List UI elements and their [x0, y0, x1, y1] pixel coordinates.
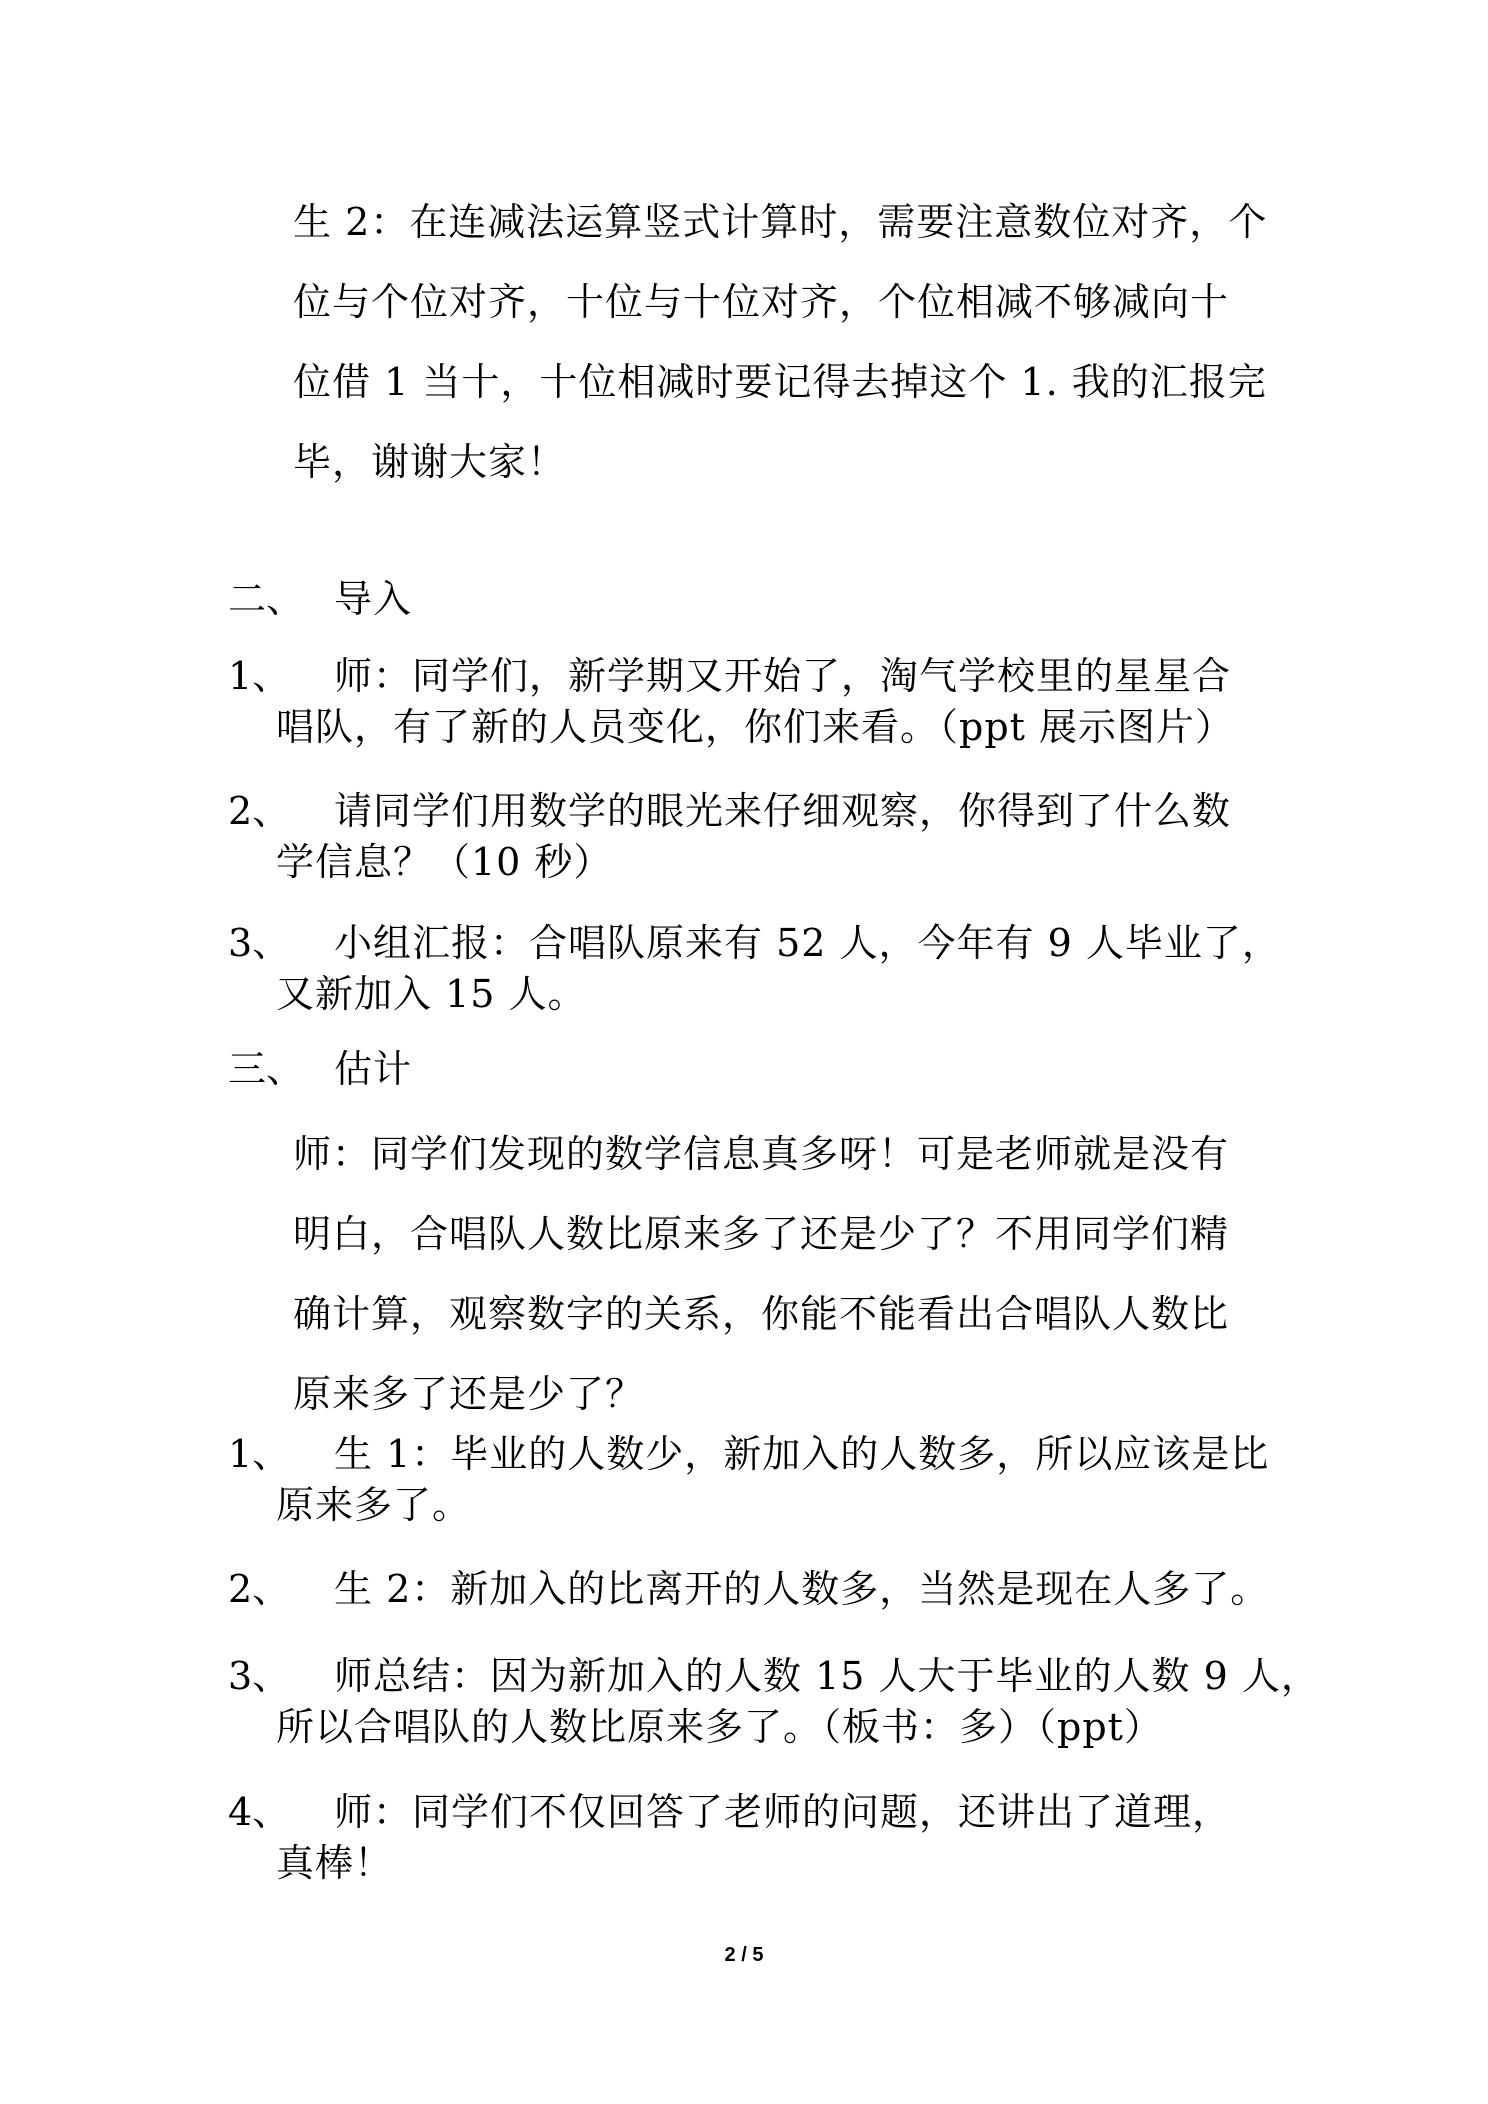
section-2-number: 二、 [228, 577, 305, 621]
section-3-intro-line-3: 确计算，观察数字的关系，你能不能看出合唱队人数比 [293, 1292, 1230, 1336]
report-line-1: 生 2：在连减法运算竖式计算时，需要注意数位对齐，个 [293, 200, 1268, 244]
section-3-item-3-line-1: 师总结：因为新加入的人数 15 人大于毕业的人数 9 人， [334, 1654, 1320, 1698]
section-3-item-4-line-1: 师：同学们不仅回答了老师的问题，还讲出了道理， [334, 1790, 1232, 1834]
section-2-item-3-number: 3、 [228, 921, 291, 965]
section-2-item-1-line-2: 唱队，有了新的人员变化，你们来看。（ppt 展示图片） [276, 705, 1235, 749]
page-indicator: 2 / 5 [724, 1944, 764, 1966]
section-2-item-1-line-1: 师：同学们，新学期又开始了，淘气学校里的星星合 [334, 654, 1232, 698]
section-2-item-1-number: 1、 [228, 654, 291, 698]
section-2-item-3-line-2: 又新加入 15 人。 [276, 972, 587, 1016]
section-2-item-2-number: 2、 [228, 789, 291, 833]
section-3-title: 估计 [334, 1047, 413, 1091]
section-2-item-2-line-1: 请同学们用数学的眼光来仔细观察，你得到了什么数 [334, 789, 1232, 833]
section-3-intro-line-2: 明白，合唱队人数比原来多了还是少了？不用同学们精 [293, 1212, 1230, 1256]
section-3-item-1-line-1: 生 1：毕业的人数少，新加入的人数多，所以应该是比 [334, 1432, 1270, 1476]
section-3-item-1-number: 1、 [228, 1432, 291, 1476]
report-line-4: 毕，谢谢大家！ [293, 440, 567, 484]
section-3-intro-line-4: 原来多了还是少了？ [293, 1372, 645, 1416]
section-3-item-2-line-1: 生 2：新加入的比离开的人数多，当然是现在人多了。 [334, 1567, 1270, 1611]
section-3-item-2-number: 2、 [228, 1567, 291, 1611]
section-3-item-1-line-2: 原来多了。 [276, 1483, 472, 1527]
section-2-title: 导入 [334, 577, 413, 621]
report-line-3: 位借 1 当十，十位相减时要记得去掉这个 1. 我的汇报完 [293, 360, 1267, 404]
section-3-intro-line-1: 师：同学们发现的数学信息真多呀！可是老师就是没有 [293, 1132, 1230, 1176]
section-3-item-4-number: 4、 [228, 1790, 291, 1834]
section-3-item-3-line-2: 所以合唱队的人数比原来多了。（板书：多）（ppt） [276, 1705, 1163, 1749]
section-3-item-3-number: 3、 [228, 1654, 291, 1698]
section-2-item-3-line-1: 小组汇报：合唱队原来有 52 人，今年有 9 人毕业了， [334, 921, 1281, 965]
section-2-item-2-line-2: 学信息？（10 秒） [276, 840, 613, 884]
section-3-number: 三、 [228, 1047, 305, 1091]
section-3-item-4-line-2: 真棒！ [276, 1841, 394, 1885]
report-line-2: 位与个位对齐，十位与十位对齐，个位相减不够减向十 [293, 280, 1230, 324]
